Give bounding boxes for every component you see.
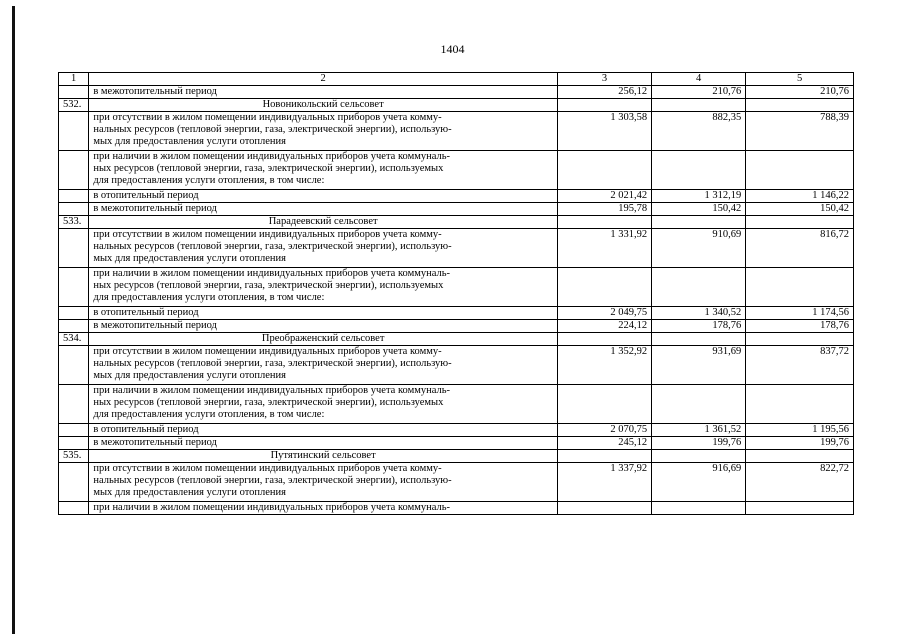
header-col-5: 5 — [746, 73, 854, 86]
cell-col-3: 2 070,75 — [557, 424, 651, 437]
cell-col-5: 837,72 — [746, 346, 854, 385]
cell-col-4 — [652, 385, 746, 424]
table-row — [59, 502, 854, 515]
cell-col-5 — [746, 99, 854, 112]
cell-col-5 — [746, 268, 854, 307]
cell-col-4: 210,76 — [652, 86, 746, 99]
tariff-table — [58, 72, 854, 515]
cell-col-4: 1 340,52 — [652, 307, 746, 320]
row-description: в межотопительный период — [89, 203, 558, 216]
row-number — [59, 203, 89, 216]
table-row — [59, 86, 854, 99]
row-description: при отсутствии в жилом помещении индивидуальных приборов учета комму- нальных ресурсов (тепловой энергии, газа, электрической энергии), использую- мых для предоставления услуги отопления — [89, 229, 558, 268]
cell-col-3: 2 049,75 — [557, 307, 651, 320]
row-number — [59, 307, 89, 320]
row-description: при наличии в жилом помещении индивидуальных приборов учета коммуналь- — [89, 502, 558, 515]
cell-col-4 — [652, 450, 746, 463]
cell-col-4 — [652, 216, 746, 229]
cell-col-4: 1 361,52 — [652, 424, 746, 437]
row-description: в отопительный период — [89, 190, 558, 203]
table-row — [59, 229, 854, 268]
row-number — [59, 424, 89, 437]
cell-col-5: 178,76 — [746, 320, 854, 333]
row-number: 533. — [59, 216, 89, 229]
row-description: при наличии в жилом помещении индивидуальных приборов учета коммуналь- ных ресурсов (тепловой энергии, газа, электрической энергии), используемых для предоставления услуги отопления, в том числе: — [89, 151, 558, 190]
cell-col-5: 1 195,56 — [746, 424, 854, 437]
row-description: в отопительный период — [89, 307, 558, 320]
cell-col-3 — [557, 333, 651, 346]
row-number — [59, 385, 89, 424]
row-number — [59, 502, 89, 515]
header-col-3: 3 — [557, 73, 651, 86]
cell-col-4 — [652, 151, 746, 190]
cell-col-3 — [557, 385, 651, 424]
cell-col-4: 910,69 — [652, 229, 746, 268]
cell-col-5: 210,76 — [746, 86, 854, 99]
row-number — [59, 190, 89, 203]
cell-col-5: 816,72 — [746, 229, 854, 268]
row-number — [59, 437, 89, 450]
table-row — [59, 463, 854, 502]
row-description: при наличии в жилом помещении индивидуальных приборов учета коммуналь- ных ресурсов (тепловой энергии, газа, электрической энергии), используемых для предоставления услуги отопления, в том числе: — [89, 268, 558, 307]
section-title: Новоникольский сельсовет — [89, 99, 558, 112]
header-col-1: 1 — [59, 73, 89, 86]
table-row — [59, 385, 854, 424]
cell-col-4 — [652, 99, 746, 112]
table-row — [59, 437, 854, 450]
row-number: 535. — [59, 450, 89, 463]
cell-col-4 — [652, 333, 746, 346]
section-title: Преображенский сельсовет — [89, 333, 558, 346]
table-row — [59, 307, 854, 320]
row-description: в межотопительный период — [89, 437, 558, 450]
section-title: Путятинский сельсовет — [89, 450, 558, 463]
row-description: при отсутствии в жилом помещении индивидуальных приборов учета комму- нальных ресурсов (тепловой энергии, газа, электрической энергии), использую- мых для предоставления услуги отопления — [89, 112, 558, 151]
row-number — [59, 268, 89, 307]
row-description: в межотопительный период — [89, 86, 558, 99]
cell-col-4: 1 312,19 — [652, 190, 746, 203]
cell-col-4: 178,76 — [652, 320, 746, 333]
section-row — [59, 99, 854, 112]
cell-col-3: 195,78 — [557, 203, 651, 216]
cell-col-3: 1 303,58 — [557, 112, 651, 151]
cell-col-4: 916,69 — [652, 463, 746, 502]
table-row — [59, 346, 854, 385]
cell-col-3 — [557, 216, 651, 229]
row-number — [59, 151, 89, 190]
section-row — [59, 450, 854, 463]
row-number — [59, 463, 89, 502]
cell-col-3: 245,12 — [557, 437, 651, 450]
section-row — [59, 333, 854, 346]
row-number — [59, 320, 89, 333]
cell-col-5 — [746, 385, 854, 424]
header-col-2: 2 — [89, 73, 558, 86]
scan-edge-bar — [12, 6, 15, 634]
cell-col-4: 882,35 — [652, 112, 746, 151]
cell-col-4: 199,76 — [652, 437, 746, 450]
cell-col-5: 150,42 — [746, 203, 854, 216]
cell-col-3: 1 337,92 — [557, 463, 651, 502]
cell-col-3 — [557, 450, 651, 463]
row-description: при отсутствии в жилом помещении индивидуальных приборов учета комму- нальных ресурсов (тепловой энергии, газа, электрической энергии), использую- мых для предоставления услуги отопления — [89, 346, 558, 385]
row-number — [59, 346, 89, 385]
cell-col-5 — [746, 333, 854, 346]
table-header-row — [59, 73, 854, 86]
row-number: 534. — [59, 333, 89, 346]
cell-col-5: 788,39 — [746, 112, 854, 151]
cell-col-3: 1 331,92 — [557, 229, 651, 268]
row-number: 532. — [59, 99, 89, 112]
row-description: при отсутствии в жилом помещении индивидуальных приборов учета комму- нальных ресурсов (тепловой энергии, газа, электрической энергии), использую- мых для предоставления услуги отопления — [89, 463, 558, 502]
cell-col-4: 931,69 — [652, 346, 746, 385]
cell-col-5 — [746, 450, 854, 463]
cell-col-5 — [746, 216, 854, 229]
cell-col-3 — [557, 502, 651, 515]
cell-col-5: 1 174,56 — [746, 307, 854, 320]
table-row — [59, 151, 854, 190]
page-number: 1404 — [440, 42, 465, 56]
cell-col-5: 822,72 — [746, 463, 854, 502]
cell-col-3: 224,12 — [557, 320, 651, 333]
table-row — [59, 112, 854, 151]
cell-col-4 — [652, 268, 746, 307]
table-row — [59, 268, 854, 307]
row-description: в отопительный период — [89, 424, 558, 437]
cell-col-4: 150,42 — [652, 203, 746, 216]
cell-col-3: 256,12 — [557, 86, 651, 99]
cell-col-3 — [557, 268, 651, 307]
header-col-4: 4 — [652, 73, 746, 86]
row-number — [59, 112, 89, 151]
table-row — [59, 190, 854, 203]
table-row — [59, 424, 854, 437]
row-description: в межотопительный период — [89, 320, 558, 333]
table-row — [59, 320, 854, 333]
table-row — [59, 203, 854, 216]
cell-col-3: 2 021,42 — [557, 190, 651, 203]
section-title: Парадеевский сельсовет — [89, 216, 558, 229]
cell-col-5 — [746, 151, 854, 190]
row-description: при наличии в жилом помещении индивидуальных приборов учета коммуналь- ных ресурсов (тепловой энергии, газа, электрической энергии), используемых для предоставления услуги отопления, в том числе: — [89, 385, 558, 424]
cell-col-4 — [652, 502, 746, 515]
cell-col-3 — [557, 151, 651, 190]
row-number — [59, 229, 89, 268]
cell-col-5: 199,76 — [746, 437, 854, 450]
cell-col-3 — [557, 99, 651, 112]
cell-col-5 — [746, 502, 854, 515]
cell-col-5: 1 146,22 — [746, 190, 854, 203]
section-row — [59, 216, 854, 229]
cell-col-3: 1 352,92 — [557, 346, 651, 385]
row-number — [59, 86, 89, 99]
